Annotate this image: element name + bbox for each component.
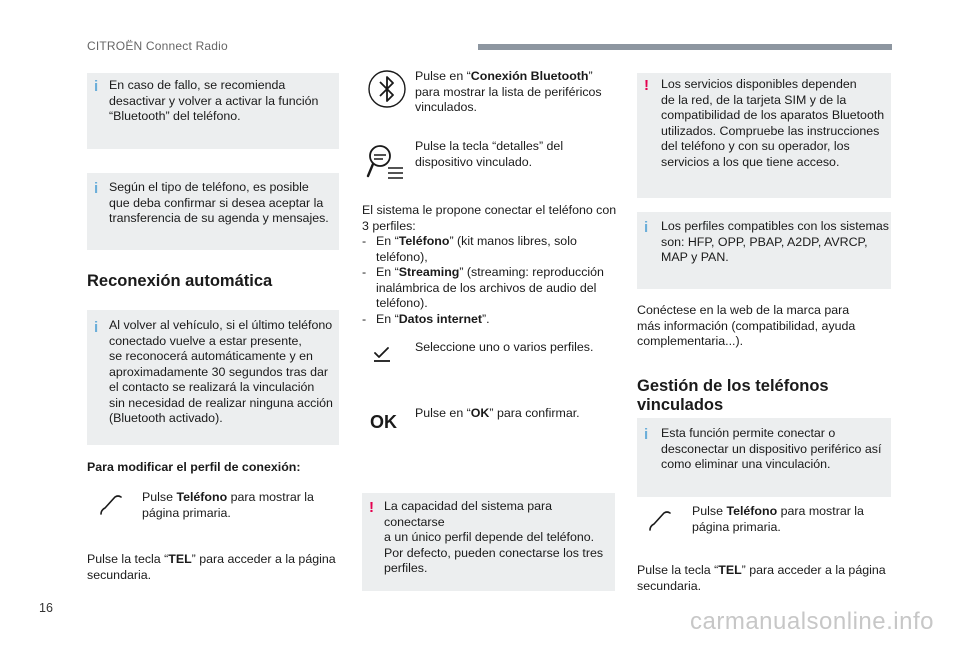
warning-text: Los servicios disponibles dependen de la red, de la tarjeta SIM y de la compatibilidad de los aparatos Bluetooth utilizados. Compruebe las instrucciones del teléfono y con su operador, los servicios a los que tiene acceso. [661,77,885,169]
running-header: CITROËN Connect Radio [87,39,228,53]
warning-box-profile-capacity [362,493,615,591]
paragraph-profiles-intro: El sistema le propone conectar el teléfono con 3 perfiles: [362,203,617,233]
warning-box-services [637,73,891,198]
step-phone-primary: Pulse Teléfono para mostrar la página primaria. [142,490,314,520]
note-text: Al volver al vehículo, si el último teléfono conectado vuelve a estar presente, se reconocerá automáticamente y en aproximadamente 30 segundos tras dar el contacto se realizará la vinculación sin necesidad de realizar ninguna acción (Bluetooth activado). [109,318,333,425]
note-box-manage-function [637,418,891,497]
paragraph-tel-key: Pulse la tecla “TEL” para acceder a la página secundaria. [87,552,336,582]
checkbox-check-icon [372,345,392,363]
warning-marker-icon: ! [369,499,374,516]
paragraph-brand-website: Conéctese en la web de la marca para más información (compatibilidad, ayuda complementaria...). [637,303,856,348]
bluetooth-icon [366,68,408,110]
page-number: 16 [39,601,53,615]
paragraph-tel-key: Pulse la tecla “TEL” para acceder a la página secundaria. [637,563,886,593]
note-text: Esta función permite conectar o desconectar un dispositivo periférico así como eliminar una vinculación. [661,426,882,471]
section-heading-manage-phones: Gestión de los teléfonos vinculados [637,377,829,414]
note-text: Según el tipo de teléfono, es posible que deba confirmar si desea aceptar la transferencia de su agenda y mensajes. [109,180,329,225]
phone-handset-icon [648,510,672,532]
step-details-key: Pulse la tecla “detalles” del dispositivo vinculado. [415,139,564,169]
ok-button-icon: OK [370,412,397,432]
step-bluetooth-connection: Pulse en “Conexión Bluetooth” para mostrar la lista de periféricos vinculados. [415,69,602,114]
step-select-profiles: Seleccione uno o varios perfiles. [415,340,594,354]
site-watermark: carmanualsonline.info [690,608,934,635]
note-box-phone-type [87,173,339,250]
step-confirm-ok: Pulse en “OK” para confirmar. [415,406,580,420]
note-box-reconnect [87,310,339,445]
note-box-failure [87,73,339,149]
info-marker-icon: i [94,78,99,95]
step-phone-primary: Pulse Teléfono para mostrar la página primaria. [692,504,864,534]
info-marker-icon: i [644,426,649,443]
phone-handset-icon [99,494,123,516]
section-heading-reconnect: Reconexión automática [87,272,273,290]
info-marker-icon: i [644,219,649,236]
warning-text: La capacidad del sistema para conectarse a un único perfil depende del teléfono. Por defecto, pueden conectarse los tres perfiles. [384,499,604,575]
note-box-compatible-profiles [637,212,891,289]
warning-marker-icon: ! [644,77,649,94]
note-text: En caso de fallo, se recomienda desactivar y volver a activar la función “Bluetooth” del teléfono. [109,78,319,123]
note-text: Los perfiles compatibles con los sistemas son: HFP, OPP, PBAP, A2DP, AVRCP, MAP y PAN. [661,219,889,264]
subheading-modify-profile: Para modificar el perfil de conexión: [87,460,301,474]
header-bar [478,44,892,50]
info-marker-icon: i [94,319,99,336]
details-magnifier-icon [366,142,406,182]
info-marker-icon: i [94,180,99,197]
